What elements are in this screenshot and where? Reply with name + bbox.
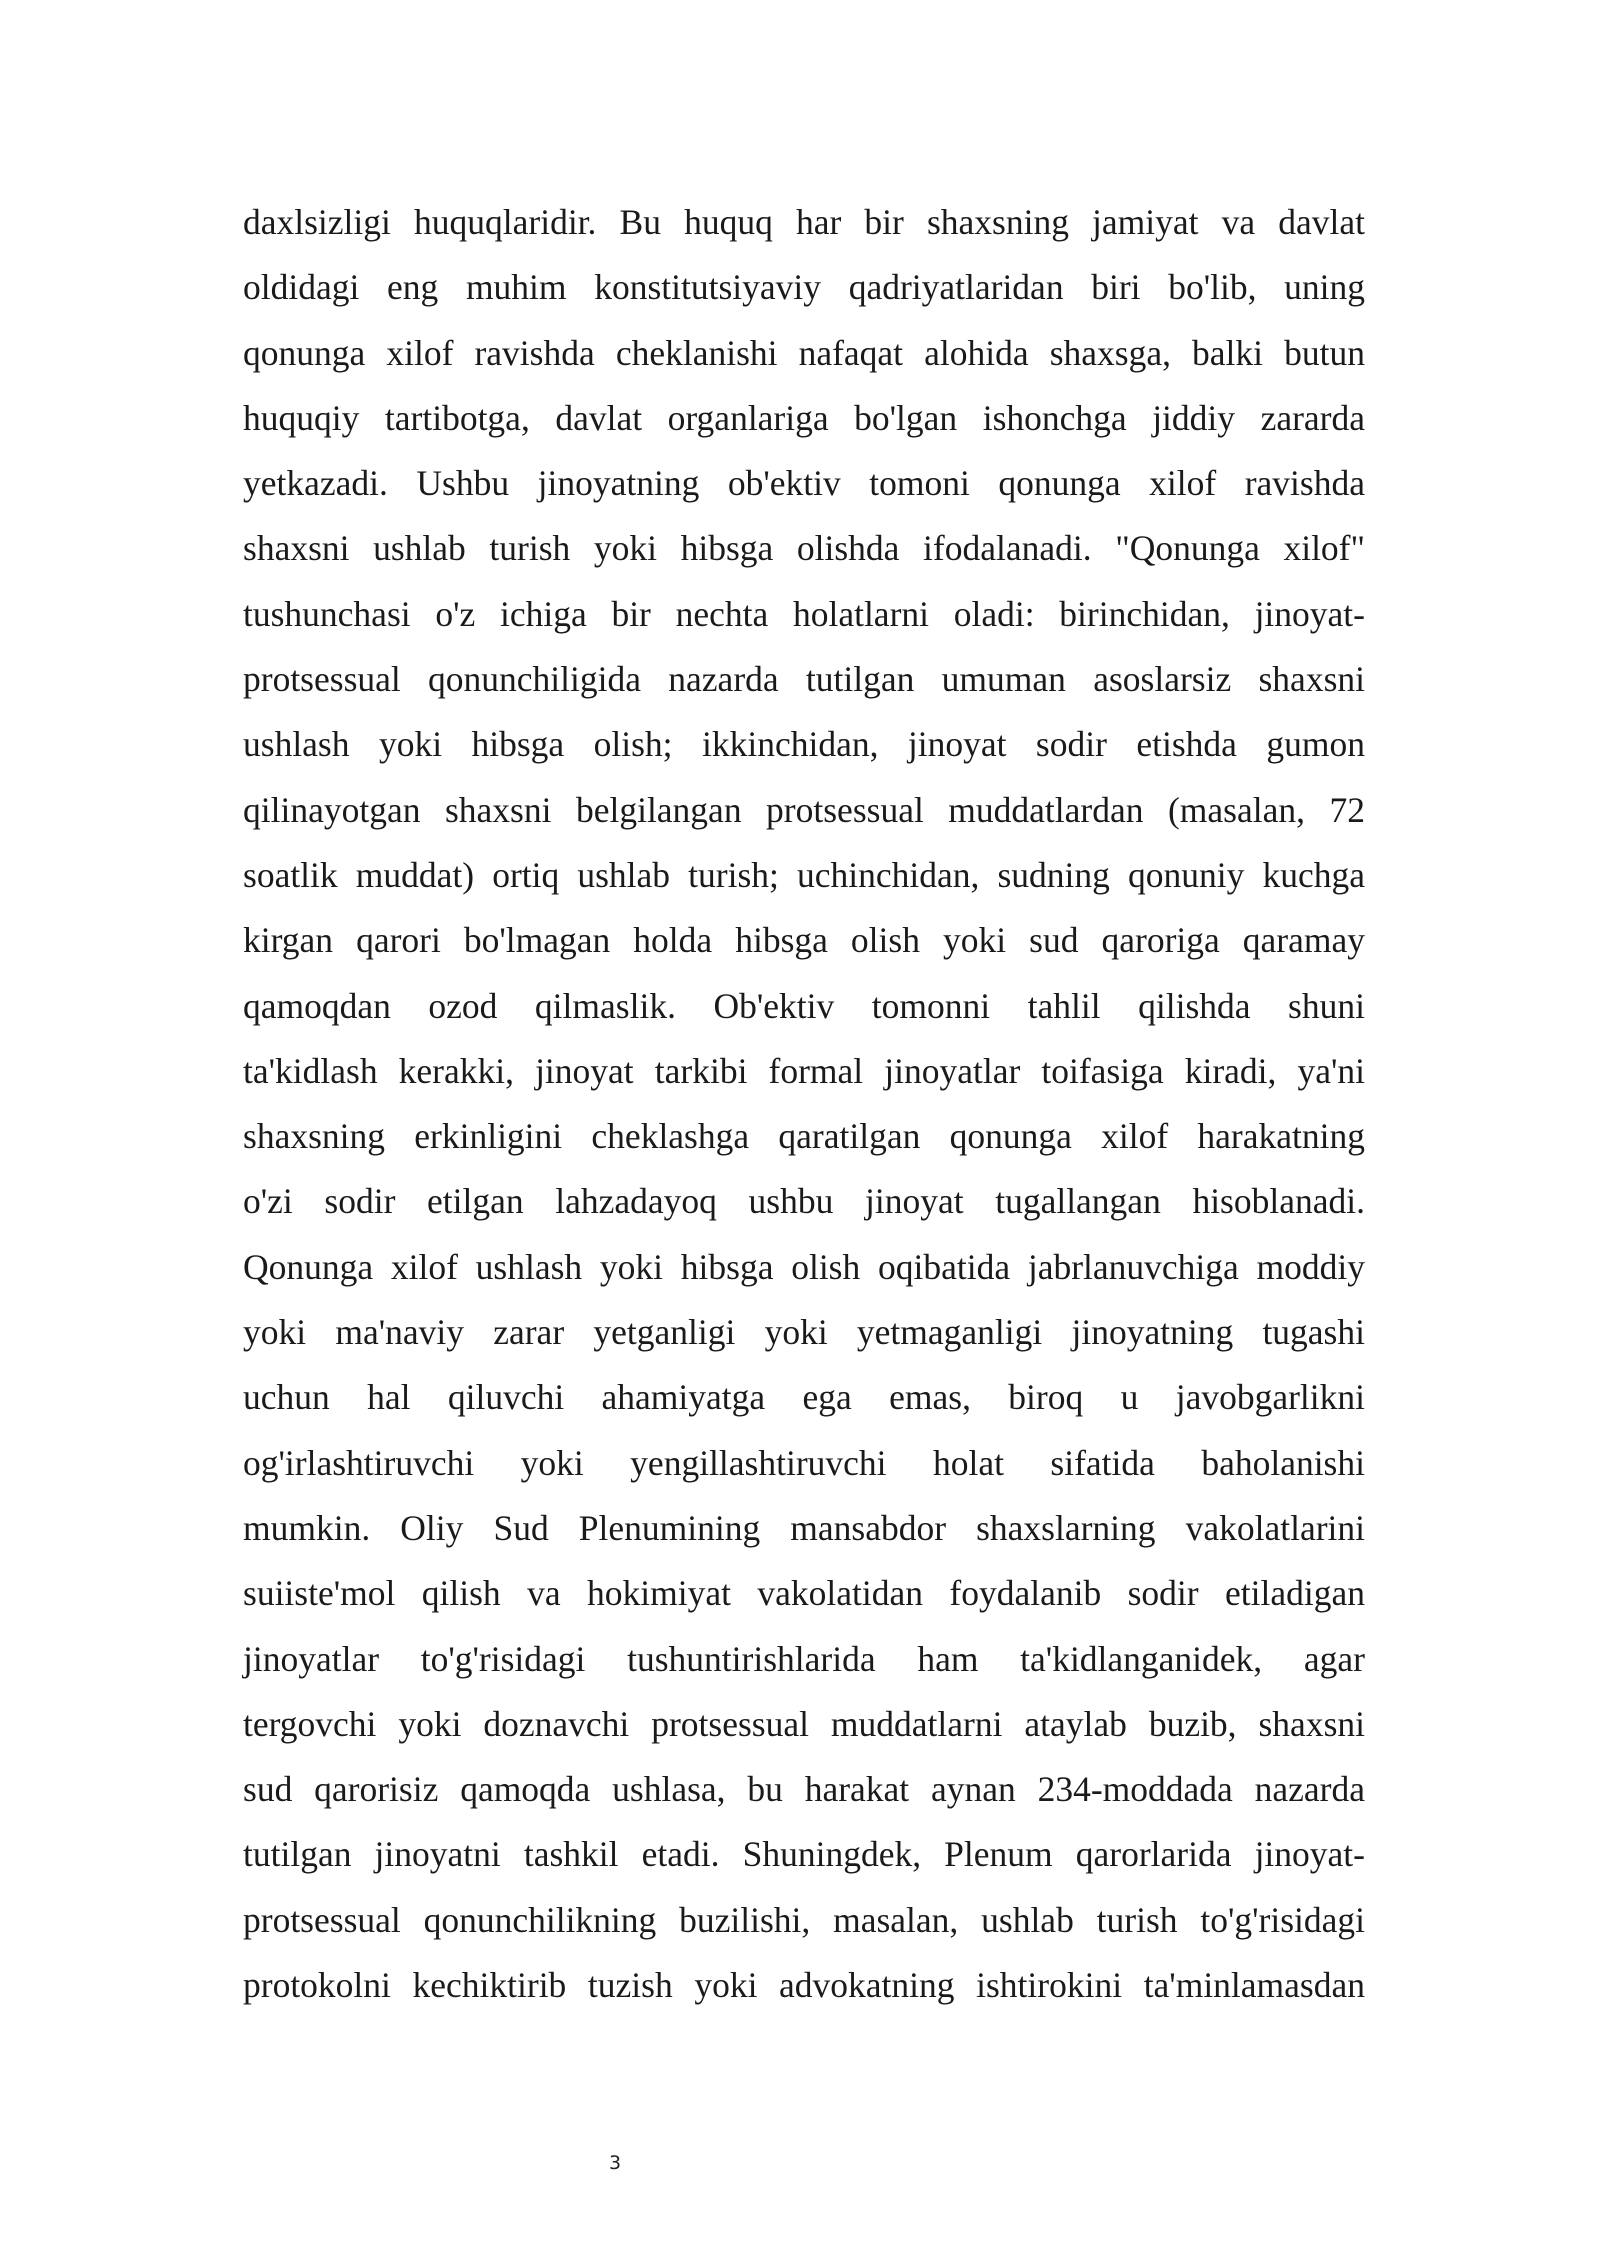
text-line: tutilgan jinoyatni tashkil etadi. Shuningdek, Plenum qarorlarida jinoyat- [243,1834,1365,1875]
text-line: Qonunga xilof ushlash yoki hibsga olish oqibatida jabrlanuvchiga moddiy [243,1246,1365,1287]
text-line: shaxsni ushlab turish yoki hibsga olishda ifodalanadi. "Qonunga xilof" [243,528,1365,569]
text-line: jinoyatlar to'g'risidagi tushuntirishlarida ham ta'kidlanganidek, agar [243,1638,1365,1679]
text-line: protsessual qonunchiligida nazarda tutilgan umuman asoslarsiz shaxsni [243,659,1365,700]
text-line: qilinayotgan shaxsni belgilangan protsessual muddatlardan (masalan, 72 [243,789,1365,830]
text-line: tergovchi yoki doznavchi protsessual muddatlarni ataylab buzib, shaxsni [243,1703,1365,1744]
text-line: huquqiy tartibotga, davlat organlariga bo'lgan ishonchga jiddiy zararda [243,397,1365,438]
text-line: o'zi sodir etilgan lahzadayoq ushbu jinoyat tugallangan hisoblanadi. [243,1181,1365,1222]
body-text [243,190,1365,2018]
text-line: protsessual qonunchilikning buzilishi, masalan, ushlab turish to'g'risidagi [243,1899,1365,1940]
text-line: ushlash yoki hibsga olish; ikkinchidan, jinoyat sodir etishda gumon [243,724,1365,765]
text-line: shaxsning erkinligini cheklashga qaratilgan qonunga xilof harakatning [243,1116,1365,1157]
text-line: uchun hal qiluvchi ahamiyatga ega emas, biroq u javobgarlikni [243,1377,1365,1418]
text-line: og'irlashtiruvchi yoki yengillashtiruvchi holat sifatida baholanishi [243,1442,1365,1483]
text-line: mumkin. Oliy Sud Plenumining mansabdor shaxslarning vakolatlarini [243,1507,1365,1548]
page-number: 3 [608,2152,622,2174]
text-line: oldidagi eng muhim konstitutsiyaviy qadriyatlaridan biri bo'lib, uning [243,267,1365,308]
text-line: qonunga xilof ravishda cheklanishi nafaqat alohida shaxsga, balki butun [243,332,1365,373]
text-line: yetkazadi. Ushbu jinoyatning ob'ektiv tomoni qonunga xilof ravishda [243,463,1365,504]
text-line: ta'kidlash kerakki, jinoyat tarkibi formal jinoyatlar toifasiga kiradi, ya'ni [243,1050,1365,1091]
text-line: suiiste'mol qilish va hokimiyat vakolatidan foydalanib sodir etiladigan [243,1573,1365,1614]
text-line: kirgan qarori bo'lmagan holda hibsga olish yoki sud qaroriga qaramay [243,920,1365,961]
text-line: protokolni kechiktirib tuzish yoki advokatning ishtirokini ta'minlamasdan [243,1965,1365,2006]
text-line: sud qarorisiz qamoqda ushlasa, bu harakat aynan 234-moddada nazarda [243,1769,1365,1810]
text-line: tushunchasi o'z ichiga bir nechta holatlarni oladi: birinchidan, jinoyat- [243,593,1365,634]
text-line: yoki ma'naviy zarar yetganligi yoki yetmaganligi jinoyatning tugashi [243,1312,1365,1353]
text-line: qamoqdan ozod qilmaslik. Ob'ektiv tomonni tahlil qilishda shuni [243,985,1365,1026]
text-line: soatlik muddat) ortiq ushlab turish; uchinchidan, sudning qonuniy kuchga [243,854,1365,895]
text-line: daxlsizligi huquqlaridir. Bu huquq har bir shaxsning jamiyat va davlat [243,202,1365,242]
